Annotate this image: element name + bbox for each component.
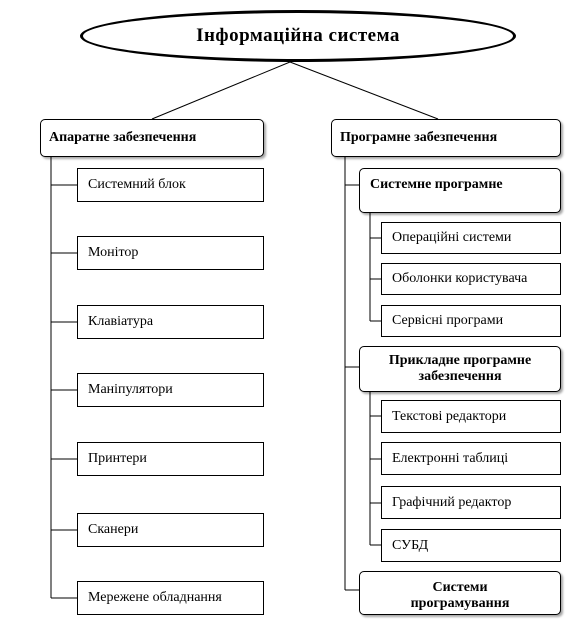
- system-software-item: [381, 305, 561, 337]
- applied-software-label-line2: забезпечення: [418, 369, 502, 384]
- hardware-item: [77, 168, 264, 202]
- hardware-item-label: Клавіатура: [88, 314, 154, 329]
- hardware-item-label: Системний блок: [88, 177, 186, 192]
- system-software-item: [381, 263, 561, 295]
- hardware-item: [77, 236, 264, 270]
- applied-software-item-label: Текстові редактори: [392, 408, 507, 424]
- programming-systems-label-line1: Системи: [432, 580, 488, 595]
- software-node: [331, 119, 561, 157]
- system-software-item: [381, 222, 561, 254]
- system-software-label: Системне програмне: [370, 177, 503, 192]
- system-software-node: [359, 168, 561, 213]
- hardware-item: [77, 373, 264, 407]
- hardware-item-label: Маніпулятори: [88, 382, 173, 397]
- hardware-node-label: Апаратне забезпечення: [49, 130, 197, 145]
- hardware-item: [77, 305, 264, 339]
- root-node-information-system: [80, 10, 516, 62]
- system-software-item-label: Оболонки користувача: [392, 271, 528, 286]
- system-software-item-label: Сервісні програми: [392, 313, 504, 328]
- applied-software-item-label: Електронні таблиці: [392, 450, 509, 466]
- hardware-item-label: Монітор: [88, 245, 139, 260]
- applied-software-node: [359, 346, 561, 392]
- applied-software-item: [381, 442, 561, 475]
- hardware-item: [77, 581, 264, 615]
- hardware-item-label: Сканери: [88, 522, 139, 537]
- programming-systems-node: [359, 571, 561, 615]
- applied-software-item: [381, 400, 561, 433]
- hardware-item: [77, 513, 264, 547]
- hardware-node: [40, 119, 264, 157]
- software-node-label: Програмне забезпечення: [340, 130, 498, 145]
- applied-software-item-label: Графічний редактор: [392, 494, 512, 510]
- hardware-item: [77, 442, 264, 476]
- applied-software-label-line1: Прикладне програмне: [388, 353, 532, 368]
- applied-software-item-label: СУБД: [392, 537, 429, 553]
- programming-systems-label-line2: програмування: [410, 596, 510, 611]
- root-node-label: Інформаційна система: [196, 25, 400, 46]
- applied-software-item: [381, 486, 561, 519]
- applied-software-item: [381, 529, 561, 562]
- hardware-item-label: Принтери: [88, 451, 147, 466]
- system-software-item-label: Операційні системи: [392, 230, 512, 245]
- hardware-item-label: Мережене обладнання: [88, 590, 222, 605]
